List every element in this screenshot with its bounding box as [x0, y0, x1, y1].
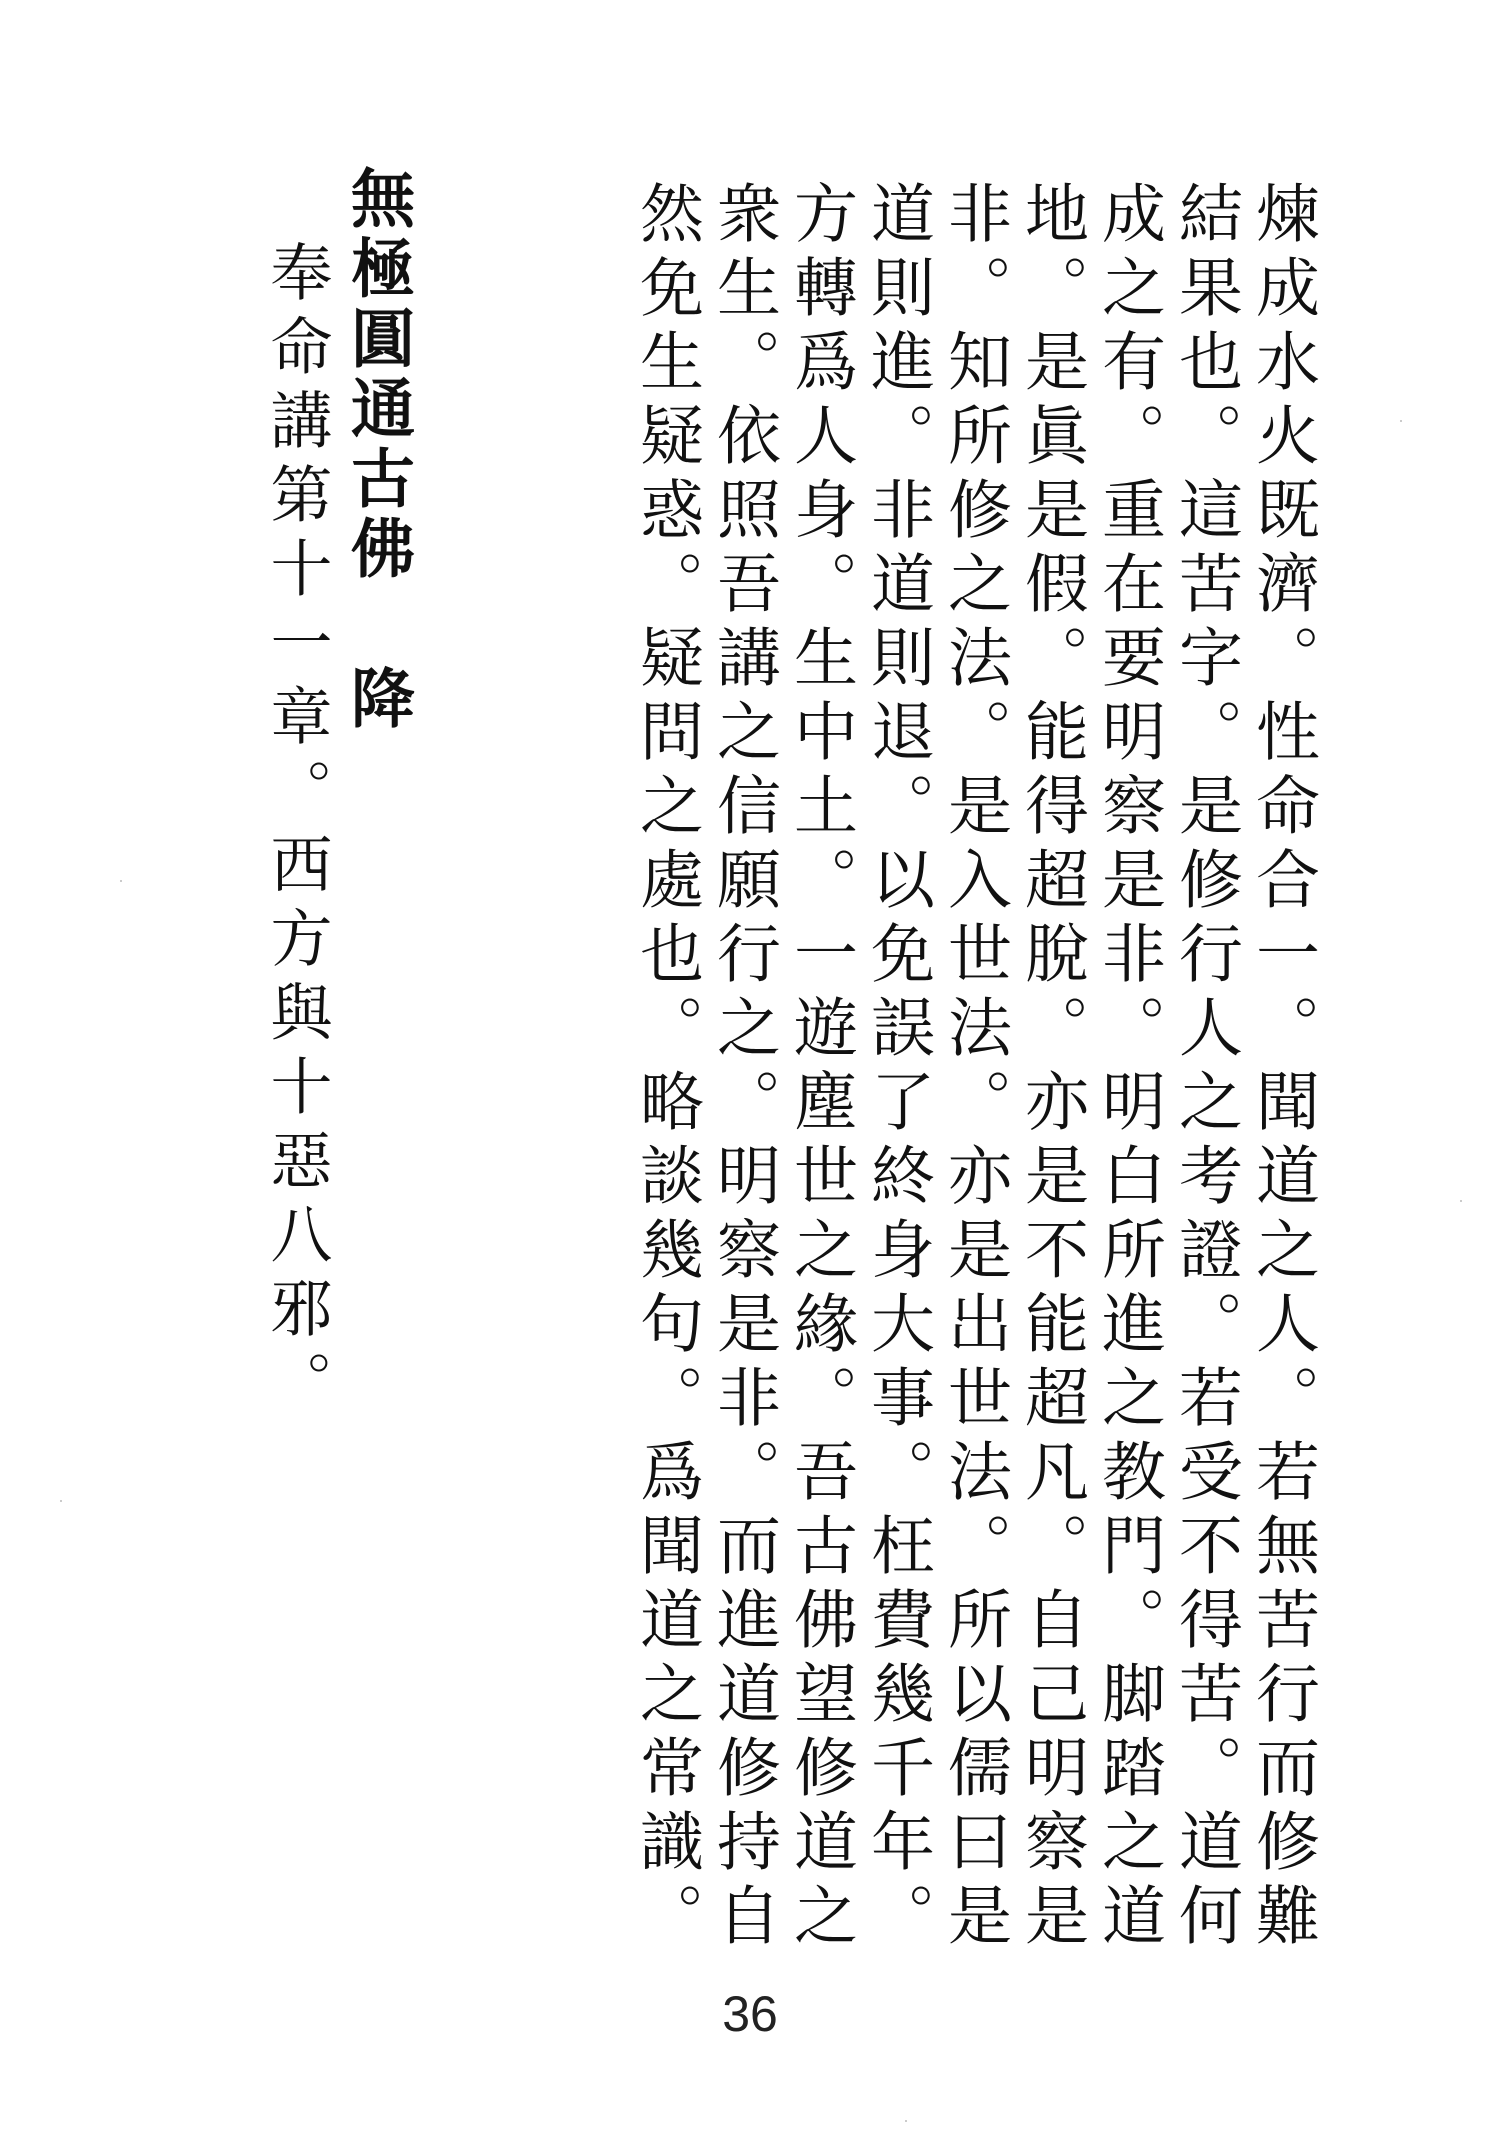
- scan-speck: [905, 2120, 907, 2122]
- scan-speck: [1400, 420, 1402, 422]
- scan-speck: [120, 880, 122, 882]
- chapter-subtitle: 奉命講第十一章。西方與十惡八邪。: [260, 240, 333, 1424]
- body-text: 煉成水火既濟。性命合一。聞道之人。若無苦行而修難結果也。這苦字。是修行人之考證。若受不得苦。道何成之有。重在要明察是非。明白所進之教門。脚踏之道地。是眞是假。能得超脫。亦是不能超凡。自己明察是非。知所修之法。是入世法。亦是出世法。所以儒曰是道則進。非道則退。以免誤了終身大事。枉費幾千年。方轉爲人身。生中土。一遊塵世之緣。吾古佛望修道之衆生。依照吾講之信願行之。明察是非。而進道修持自然免生疑惑。疑問之處也。略談幾句。爲聞道之常識。: [629, 180, 1319, 1956]
- scan-speck: [1460, 1200, 1462, 1202]
- chapter-title: 無極圓通古佛 降: [340, 165, 414, 735]
- page-number: 36: [722, 1986, 778, 2042]
- scan-speck: [60, 1500, 62, 1502]
